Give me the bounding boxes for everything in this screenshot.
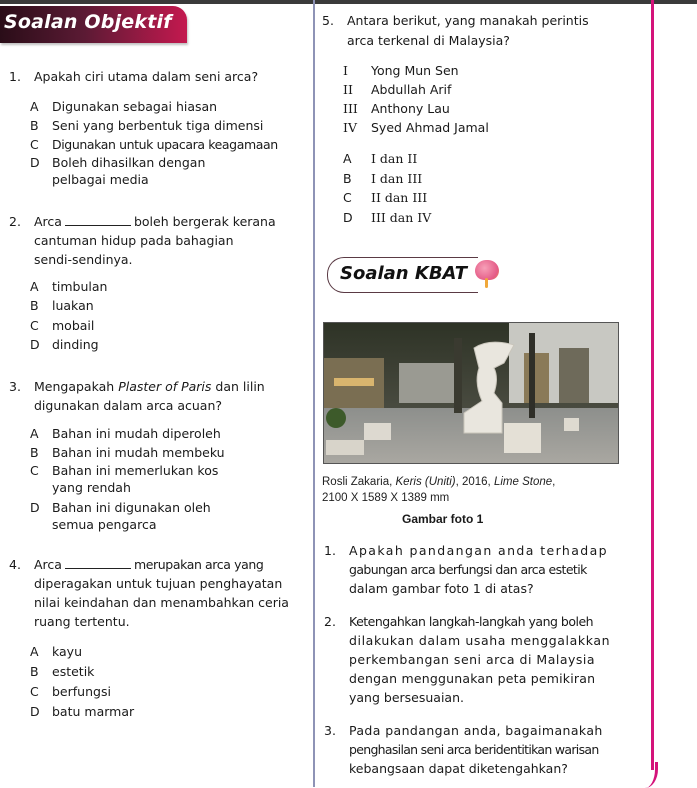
question-5: 5. Antara berikut, yang manakah perintis arca terkenal di Malaysia? [322, 13, 589, 48]
statement-list [343, 61, 489, 137]
kbat-header [327, 257, 478, 293]
option-1b[interactable]: B Seni yang berbentuk tiga dimensi [30, 118, 264, 133]
question-text: Apakah ciri utama dalam seni arca? [34, 69, 259, 84]
sculpture-image [324, 323, 618, 463]
question-4: 4. Arca merupakan arca yang diperagakan untuk tujuan penghayatan nilai keindahan dan menambahkan ceria ruang tertentu. [9, 557, 289, 629]
option-4d[interactable]: D batu marmar [30, 704, 135, 719]
option-2d[interactable]: D dinding [30, 337, 99, 352]
statement-ii: II Abdullah Arif [343, 82, 452, 97]
option-4c[interactable]: C berfungsi [30, 684, 111, 699]
answer-blank [65, 556, 131, 569]
kbat-title: Soalan KBAT [340, 263, 468, 284]
option-5d[interactable]: D III dan IV [343, 209, 432, 225]
option-2a[interactable]: A timbulan [30, 279, 108, 294]
banner-title: Soalan Objektif [4, 11, 172, 33]
option-5c[interactable]: C II dan III [343, 190, 428, 205]
option-5a[interactable]: A I dan II [343, 151, 418, 166]
page-border-curve [645, 762, 658, 788]
statement-i: I Yong Mun Sen [343, 63, 459, 78]
option-5b[interactable]: B I dan III [343, 170, 423, 186]
kbat-question-3: 3. Pada pandangan anda, bagaimanakah penghasilan seni arca beridentitikan warisan kebangsaan dapat diketengahkan? [324, 723, 603, 776]
option-1a[interactable]: A Digunakan sebagai hiasan [30, 99, 218, 114]
question-1: 1. Apakah ciri utama dalam seni arca? [9, 67, 309, 86]
option-4a[interactable]: A kayu [30, 644, 82, 659]
photo-caption: Rosli Zakaria, Keris (Uniti), 2016, Lime Stone, 2100 X 1589 X 1389 mm [322, 476, 556, 504]
question-2: 2. Arca boleh bergerak kerana cantuman hidup pada bahagian sendi-sendinya. [9, 214, 276, 267]
kbat-question-2: 2. Ketengahkan langkah-langkah yang boleh dilakukan dalam usaha menggalakkan perkembangan seni arca di Malaysia dengan menggunakan peta pemikiran yang bersesuaian. [324, 614, 611, 705]
option-3d[interactable]: D Bahan ini digunakan oleh semua pengarca [30, 500, 211, 532]
sculpture-photo [323, 322, 619, 464]
option-3c[interactable]: C Bahan ini memerlukan kos yang rendah [30, 463, 219, 495]
option-2b[interactable]: B luakan [30, 298, 94, 313]
option-2c[interactable]: C mobail [30, 318, 95, 333]
statement-iii: III Anthony Lau [343, 101, 450, 116]
option-3b[interactable]: B Bahan ini mudah membeku [30, 445, 225, 460]
option-3a[interactable]: A Bahan ini mudah diperoleh [30, 426, 221, 441]
brain-stem-icon [485, 278, 488, 288]
brain-icon [475, 260, 499, 280]
question-3: 3. Mengapakah Plaster of Paris dan lilin digunakan dalam arca acuan? [9, 379, 265, 413]
question-5-options [343, 149, 431, 227]
option-1d[interactable]: D Boleh dihasilkan dengan pelbagai media [30, 155, 206, 187]
section-banner [0, 6, 187, 43]
answer-blank [65, 213, 131, 226]
figure-label: Gambar foto 1 [402, 512, 484, 526]
option-4b[interactable]: B estetik [30, 664, 95, 679]
statement-iv: IV Syed Ahmad Jamal [343, 120, 489, 135]
top-border [0, 0, 697, 4]
page-border-line [651, 0, 654, 770]
kbat-question-1: 1. Apakah pandangan anda terhadap gabungan arca berfungsi dan arca estetik dalam gambar foto 1 di atas? [324, 543, 609, 596]
option-1c[interactable]: C Digunakan untuk upacara keagamaan [30, 137, 278, 152]
